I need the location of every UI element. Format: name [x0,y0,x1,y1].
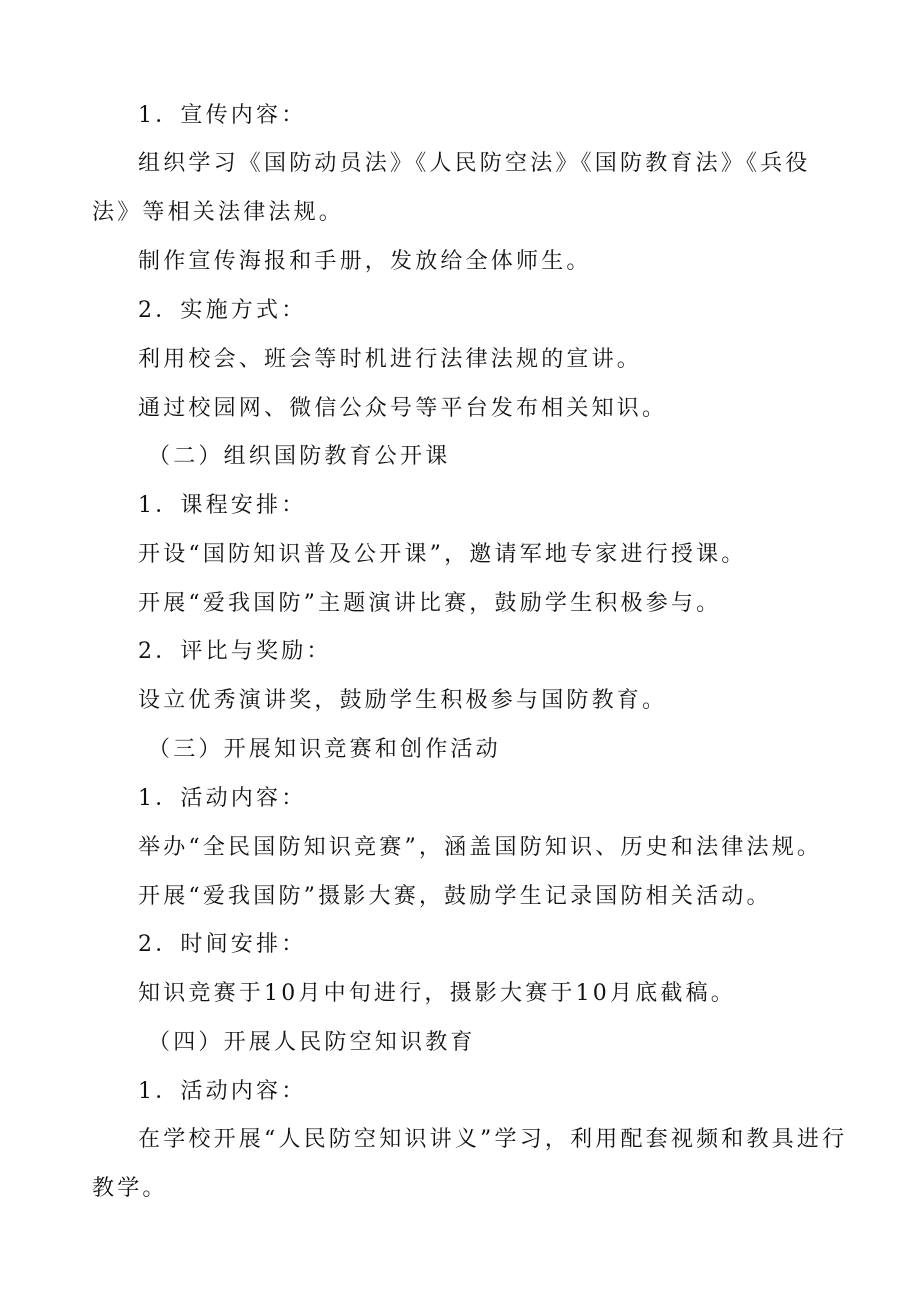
item-heading: 1．活动内容： [138,1079,307,1104]
paragraph: 知识竞赛于10月中旬进行，摄影大赛于10月底截稿。 [138,981,736,1006]
section-heading: （四）开展人民防空知识教育 [148,1030,476,1055]
paragraph-continuation: 教学。 [92,1176,168,1201]
paragraph: 举办“全民国防知识竞赛”，涵盖国防知识、历史和法律法规。 [138,835,823,860]
paragraph: 开设“国防知识普及公开课”，邀请军地专家进行授课。 [138,542,747,567]
paragraph: 利用校会、班会等时机进行法律法规的宣讲。 [138,347,643,372]
section-heading: （三）开展知识竞赛和创作活动 [148,737,501,762]
paragraph: 制作宣传海报和手册，发放给全体师生。 [138,249,592,274]
paragraph: 开展“爱我国防”摄影大赛，鼓励学生记录国防相关活动。 [138,884,772,909]
paragraph: 设立优秀演讲奖，鼓励学生积极参与国防教育。 [138,688,668,713]
item-heading: 1．活动内容： [138,786,307,811]
item-heading: 2．实施方式： [138,298,307,323]
paragraph: 在学校开展“人民防空知识讲义”学习，利用配套视频和教具进行 [138,1127,848,1152]
section-heading: （二）组织国防教育公开课 [148,444,451,469]
item-heading: 2．评比与奖励： [138,639,332,664]
paragraph: 通过校园网、微信公众号等平台发布相关知识。 [138,396,668,421]
paragraph: 开展“爱我国防”主题演讲比赛，鼓励学生积极参与。 [138,591,722,616]
paragraph-continuation: 法》等相关法律法规。 [92,200,345,225]
item-heading: 2．时间安排： [138,932,307,957]
item-heading: 1．课程安排： [138,493,307,518]
item-heading: 1．宣传内容： [138,103,307,128]
paragraph: 组织学习《国防动员法》《人民防空法》《国防教育法》《兵役 [138,151,811,176]
